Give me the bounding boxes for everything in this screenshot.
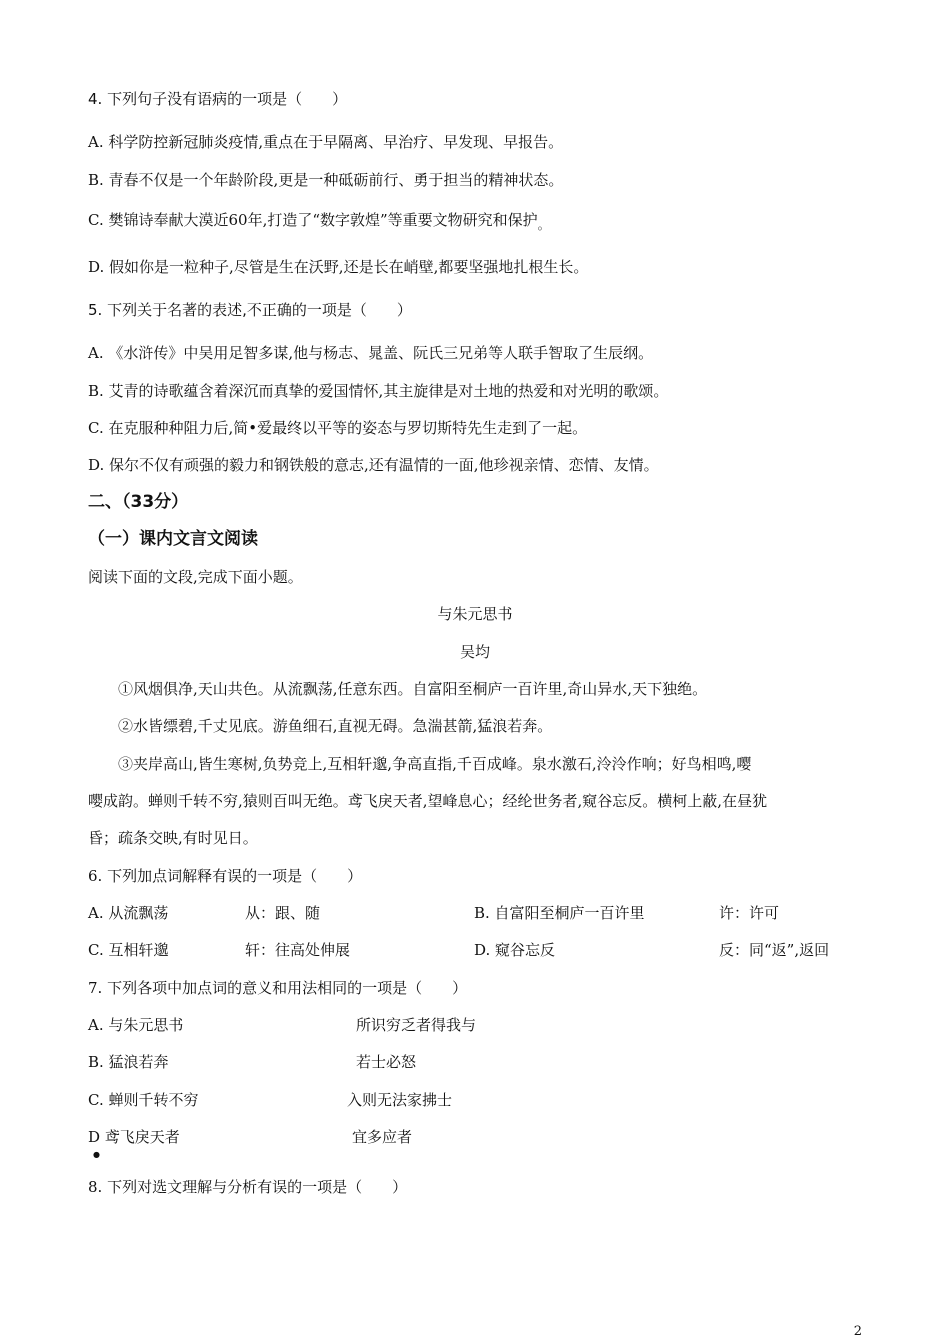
q6-option-c-explanation: 轩：往高处伸展 bbox=[245, 941, 351, 959]
q7-option-c-compare: 入则无法家拂士 bbox=[347, 1091, 453, 1109]
q4-option-c-text: C. 樊锦诗奉献大漠近60年,打造了“数字敦煌”等重要文物研究和保护 bbox=[88, 211, 538, 229]
passage-paragraph-3-line-3: 昏；疏条交映,有时见日。 bbox=[88, 829, 258, 847]
passage-paragraph-3-line-2: 嘤成韵。蝉则千转不穷,猿则百叫无绝。鸢飞戾天者,望峰息心；经纶世务者,窥谷忘反。横柯上蔽,在昼犹 bbox=[88, 792, 768, 810]
passage-title: 与朱元思书 bbox=[437, 605, 513, 623]
q7-option-b-compare: 若士必怒 bbox=[356, 1053, 417, 1071]
q5-stem: 5. 下列关于名著的表述,不正确的一项是（ ） bbox=[88, 301, 412, 319]
q6-option-b: B. 自富阳至桐庐一百许里 bbox=[474, 904, 645, 922]
q5-option-d: D. 保尔不仅有顽强的毅力和钢铁般的意志,还有温情的一面,他珍视亲情、恋情、友情。 bbox=[88, 456, 659, 474]
page-number: 2 bbox=[853, 1324, 862, 1339]
q6-stem: 6. 下列加点词解释有误的一项是（ ） bbox=[88, 867, 363, 885]
q7-option-b: B. 猛浪若奔 bbox=[88, 1053, 169, 1071]
q7-option-d: D 鸢飞戾天者 bbox=[88, 1128, 180, 1146]
q6-option-b-explanation: 许：许可 bbox=[719, 904, 780, 922]
stray-dot-mark: ● bbox=[93, 1150, 100, 1159]
section-2-title: 二、（33分） bbox=[88, 492, 189, 512]
q4-option-b: B. 青春不仅是一个年龄阶段,更是一种砥砺前行、勇于担当的精神状态。 bbox=[88, 171, 564, 189]
passage-paragraph-3-line-1: ③夹岸高山,皆生寒树,负势竞上,互相轩邈,争高直指,千百成峰。泉水激石,泠泠作响；好鸟相鸣,嘤 bbox=[118, 755, 752, 773]
q6-option-d: D. 窥谷忘反 bbox=[474, 941, 556, 959]
passage-paragraph-1: ①风烟俱净,天山共色。从流飘荡,任意东西。自富阳至桐庐一百许里,奇山异水,天下独绝。 bbox=[118, 680, 708, 698]
q7-option-d-compare: 宜多应者 bbox=[352, 1128, 413, 1146]
q6-option-c: C. 互相轩邈 bbox=[88, 941, 169, 959]
section-2-subtitle: （一）课内文言文阅读 bbox=[88, 529, 258, 549]
reading-intro: 阅读下面的文段,完成下面小题。 bbox=[88, 568, 303, 586]
q5-option-b: B. 艾青的诗歌蕴含着深沉而真挚的爱国情怀,其主旋律是对土地的热爱和对光明的歌颂。 bbox=[88, 382, 669, 400]
passage-author: 吴均 bbox=[459, 643, 490, 661]
q7-option-c: C. 蝉则千转不穷 bbox=[88, 1091, 199, 1109]
passage-paragraph-2: ②水皆缥碧,千丈见底。游鱼细石,直视无碍。急湍甚箭,猛浪若奔。 bbox=[118, 717, 553, 735]
q7-option-a-compare: 所识穷乏者得我与 bbox=[356, 1016, 477, 1034]
q4-option-a: A. 科学防控新冠肺炎疫情,重点在于早隔离、早治疗、早发现、早报告。 bbox=[88, 133, 564, 151]
q6-option-a: A. 从流飘荡 bbox=[88, 904, 169, 922]
q4-stem: 4. 下列句子没有语病的一项是（ ） bbox=[88, 90, 348, 108]
q4-option-d: D. 假如你是一粒种子,尽管是生在沃野,还是长在峭壁,都要坚强地扎根生长。 bbox=[88, 258, 589, 276]
q4-option-c-period: 。 bbox=[537, 218, 550, 232]
q4-option-c bbox=[88, 210, 550, 235]
q6-option-d-explanation: 反：同“返”,返回 bbox=[719, 941, 830, 959]
q6-option-a-explanation: 从：跟、随 bbox=[245, 904, 321, 922]
q7-stem: 7. 下列各项中加点词的意义和用法相同的一项是（ ） bbox=[88, 979, 468, 997]
q7-option-a: A. 与朱元思书 bbox=[88, 1016, 184, 1034]
q5-option-c: C. 在克服种种阻力后,简•爱最终以平等的姿态与罗切斯特先生走到了一起。 bbox=[88, 419, 588, 437]
q5-option-a: A. 《水浒传》中吴用足智多谋,他与杨志、晁盖、阮氏三兄弟等人联手智取了生辰纲。 bbox=[88, 344, 654, 362]
q8-stem: 8. 下列对选文理解与分析有误的一项是（ ） bbox=[88, 1178, 408, 1196]
